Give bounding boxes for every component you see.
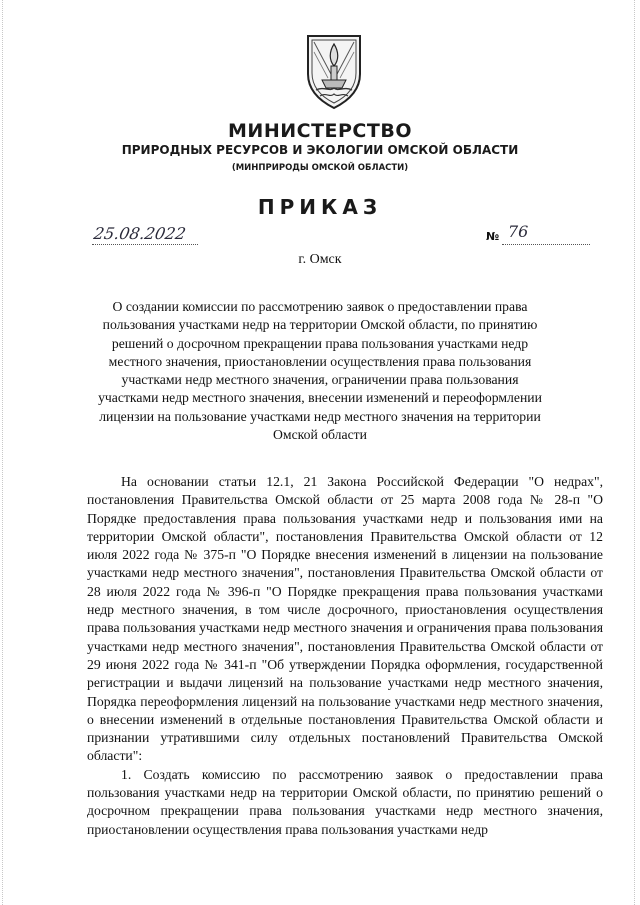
ministry-short-name: (МИНПРИРОДЫ ОМСКОЙ ОБЛАСТИ) (231, 163, 409, 173)
city: г. Омск (298, 252, 342, 267)
preamble-paragraph: На основании статьи 12.1, 21 Закона Российской Федерации "О недрах", постановления Правительства Омской области от 25 марта 2008 года № 28-п "О Порядке предоставления права пользования участками недр и пользования ими на территории Омской области", постановления Правительства Омской области от 12 июля 2022 года № 375-п "О Порядке внесения изменений в лицензии на пользование участками недр местного значения", постановления Правительства Омской области от 28 июля 2022 года № 396-п "О Порядке прекращения права пользования участками недр местного значения, в том числе досрочного, приостановления осуществления права пользования участками недр местного значения и ограничения права пользования участками недр местного значения", постановления Правительства Омской области от 29 июня 2022 года № 341-п "Об утверждении Порядка оформления, государственной регистрации и выдачи лицензий на пользование участками недр местного значения, Порядка переоформления лицензий на пользование участками недр местного значения, о внесении изменений в отдельные постановления Правительства Омской области и признании утратившими силу отдельных постановлений Правительства Омской области": (87, 474, 603, 764)
date-value: 25.08.2022 (92, 224, 188, 243)
number-field (502, 224, 590, 245)
order-title: О создании комиссии по рассмотрению заявок о предоставлении права пользования участками недр на территории Омской области, по принятию решений о досрочном прекращении права пользования участками недр местного значения, приостановлении осуществления права пользования участками недр местного значения, ограничении права пользования участками недр местного значения, внесении изменений и переоформлении лицензии на пользование участками недр местного значения на территории Омской области (98, 299, 542, 443)
number-label: № (486, 230, 500, 243)
coat-of-arms-icon (302, 30, 366, 110)
ministry-title: МИНИСТЕРСТВО (228, 120, 412, 142)
number-value: 76 (508, 222, 529, 241)
item-1-paragraph: 1. Создать комиссию по рассмотрению заявок о предоставлении права пользования участками недр на территории Омской области, по принятию решений о досрочном прекращении права пользования участками недр местного значения, приостановлении осуществления права пользования участками недр (87, 766, 603, 837)
document-type: ПРИКАЗ (257, 195, 383, 219)
ministry-full-name: ПРИРОДНЫХ РЕСУРСОВ И ЭКОЛОГИИ ОМСКОЙ ОБЛАСТИ (121, 143, 519, 157)
date-field (92, 224, 198, 245)
order-body (87, 473, 603, 839)
